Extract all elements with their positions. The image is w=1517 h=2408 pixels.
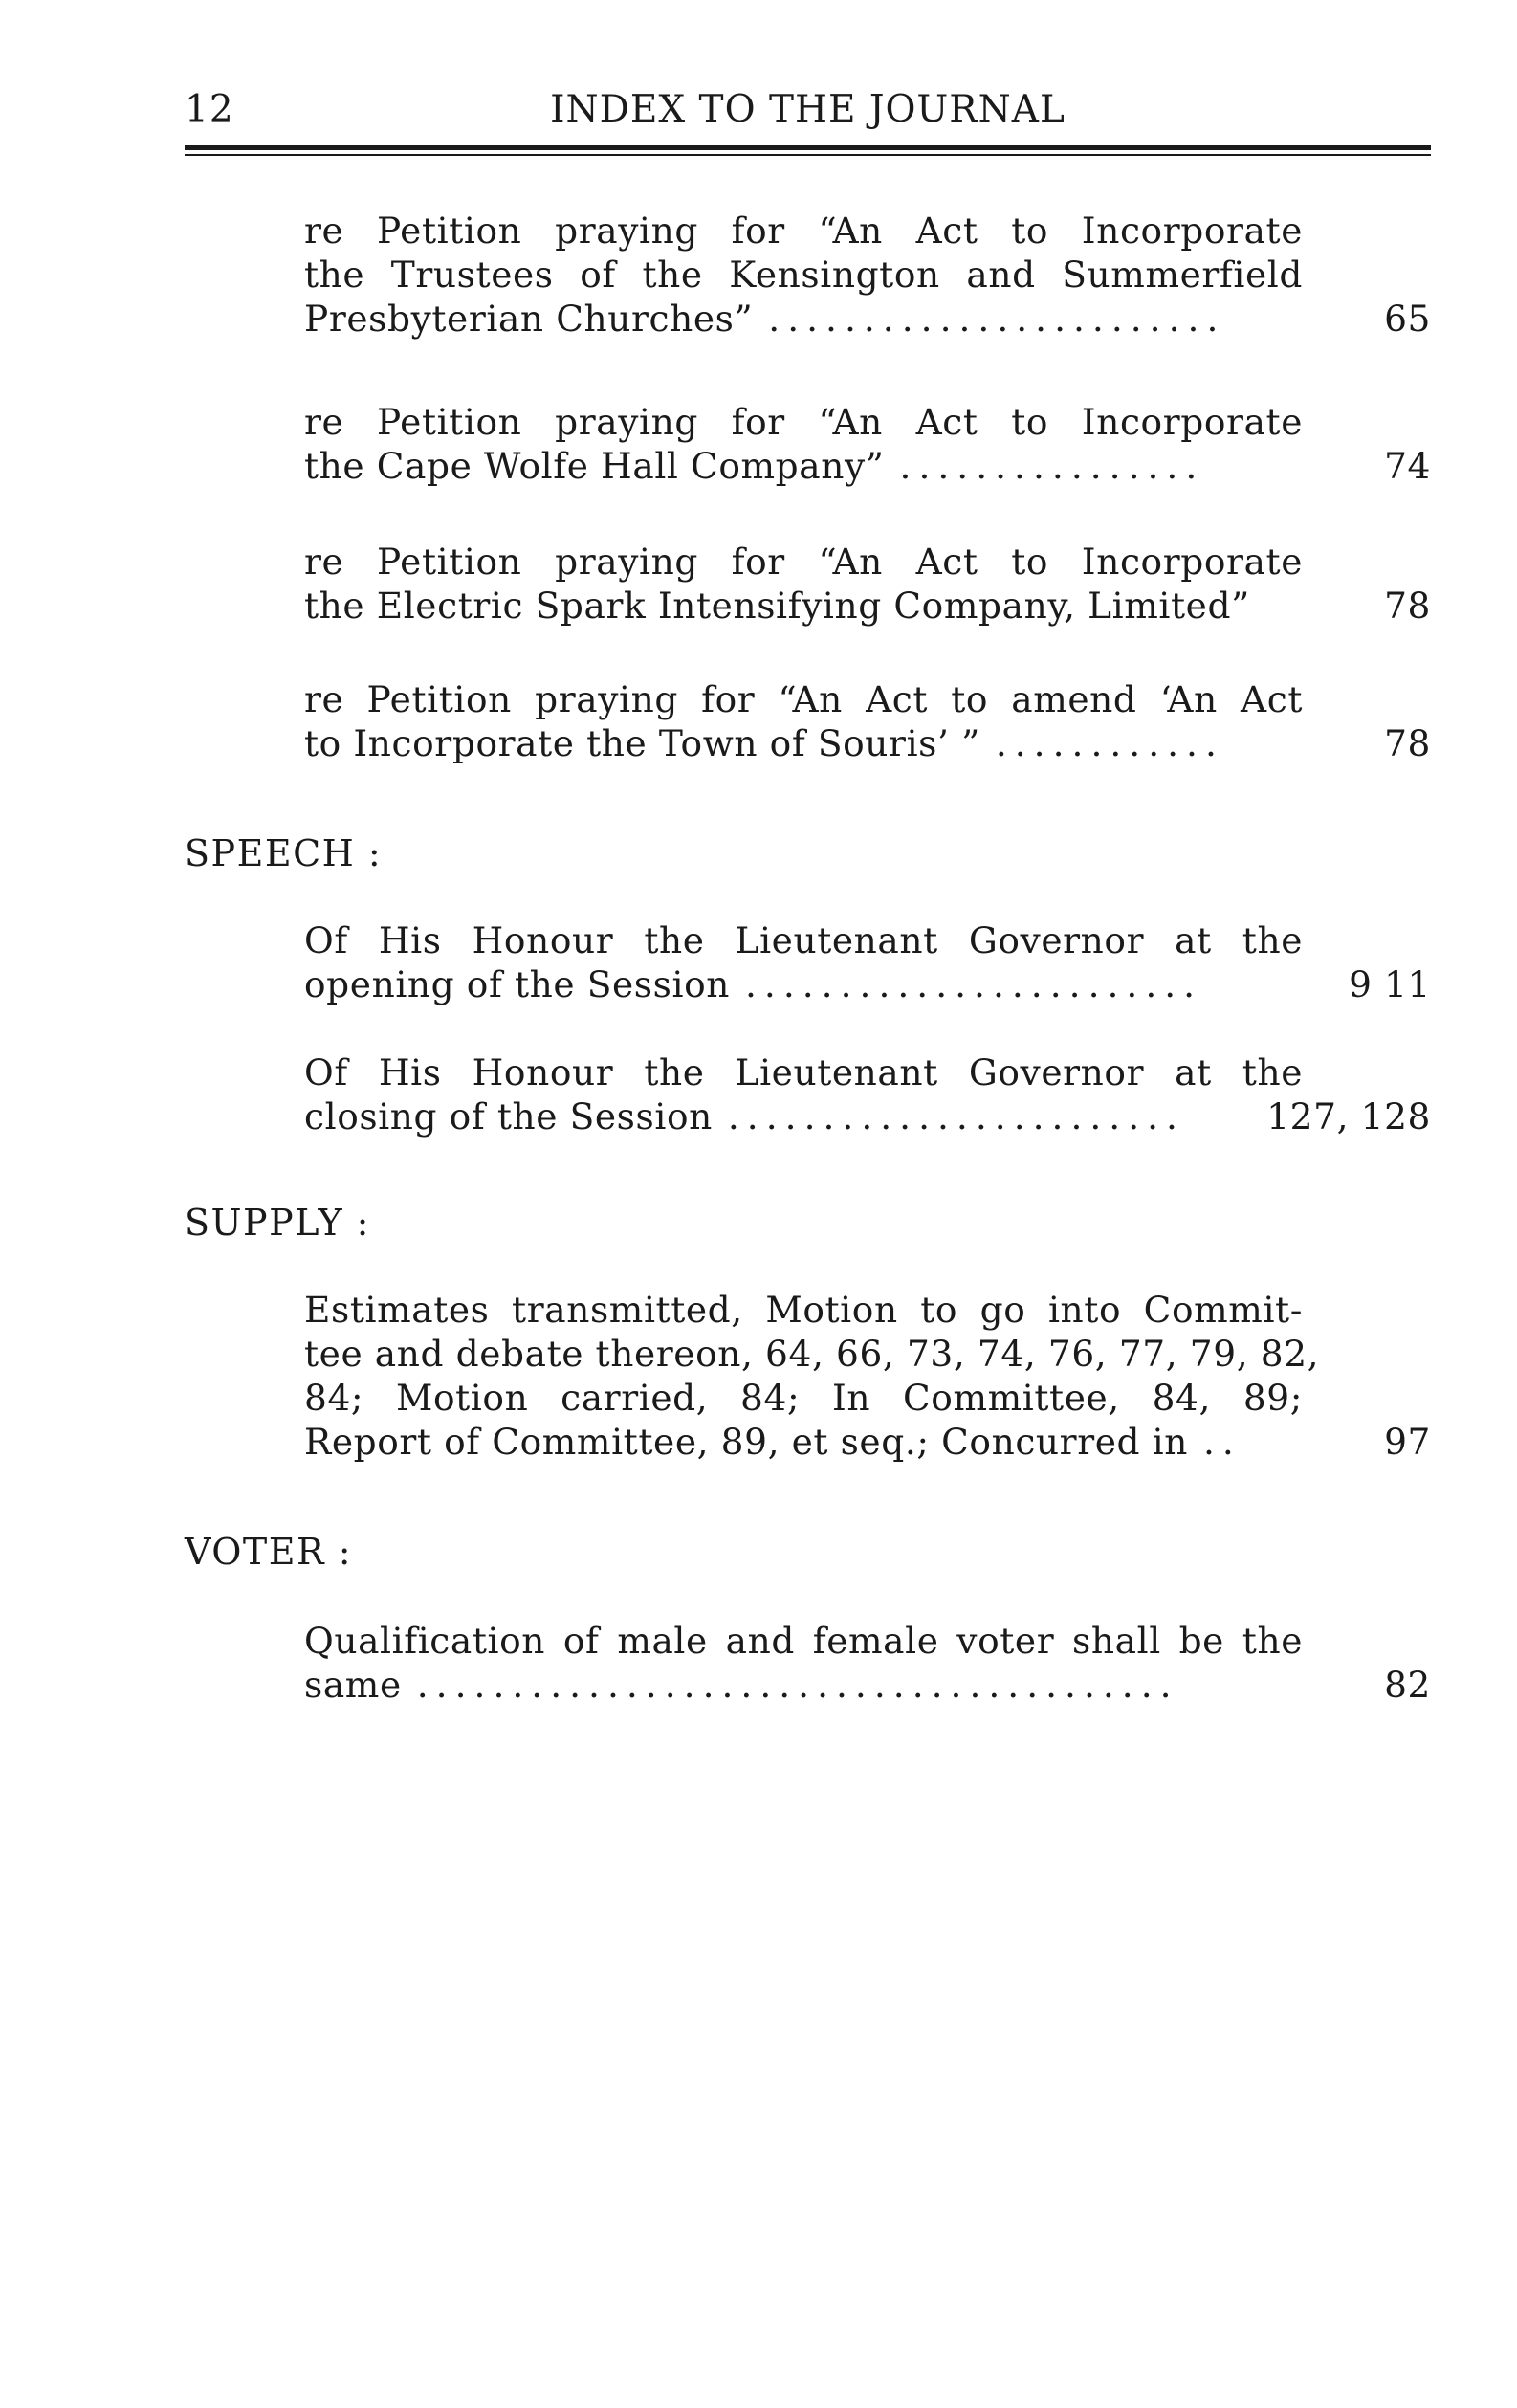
entry-line: 84; Motion carried, 84; In Committee, 84, 89; — [304, 1377, 1303, 1419]
section-heading-voter: VOTER : — [185, 1531, 353, 1573]
entry-line: Of His Honour the Lieutenant Governor at the — [304, 1051, 1303, 1094]
running-title: INDEX TO THE JOURNAL — [550, 88, 1066, 131]
index-entry — [304, 209, 1431, 341]
dot-leader: ........................ — [768, 298, 1226, 340]
index-entry — [304, 677, 1431, 765]
entry-line: Qualification of male and female voter shall be the — [304, 1620, 1303, 1662]
page-reference: 9 11 — [1349, 963, 1431, 1005]
page-reference: 78 — [1384, 585, 1431, 627]
dot-leader: ........................ — [745, 963, 1203, 1005]
entry-line: re Petition praying for “An Act to Incorporate — [304, 401, 1303, 443]
dot-leader: ................ — [899, 445, 1205, 487]
entry-last-line: to Incorporate the Town of Souris’ ” — [304, 722, 980, 764]
section-heading-supply: SUPPLY : — [185, 1202, 370, 1244]
index-entry — [304, 1288, 1431, 1464]
entry-last-line: opening of the Session — [304, 963, 730, 1005]
dot-leader: .. — [1203, 1421, 1242, 1463]
entry-last-line: same — [304, 1664, 402, 1706]
page-reference: 127, 128 — [1266, 1095, 1431, 1138]
entry-line: re Petition praying for “An Act to Incorporate — [304, 210, 1303, 252]
index-entry — [304, 1619, 1431, 1707]
header-rule-thick — [185, 145, 1431, 150]
page-reference: 97 — [1384, 1421, 1431, 1463]
running-header — [185, 88, 1431, 136]
entry-line: re Petition praying for “An Act to Incorporate — [304, 541, 1303, 583]
page-reference: 82 — [1384, 1664, 1431, 1706]
entry-line: tee and debate thereon, 64, 66, 73, 74, 76, 77, 79, 82, — [304, 1333, 1320, 1375]
entry-last-line: the Electric Spark Intensifying Company, Limited” — [304, 585, 1250, 627]
dot-leader: ............ — [995, 722, 1224, 764]
entry-last-line: the Cape Wolfe Hall Company” — [304, 445, 885, 487]
page-number: 12 — [185, 88, 234, 131]
entry-last-line: Presbyterian Churches” — [304, 298, 754, 340]
entry-line: re Petition praying for “An Act to amend ‘An Act — [304, 678, 1303, 720]
index-entry — [304, 400, 1431, 488]
entry-line: the Trustees of the Kensington and Summerfield — [304, 254, 1303, 296]
index-entry — [304, 918, 1431, 1006]
page-reference: 74 — [1384, 445, 1431, 487]
dot-leader: ........................ — [727, 1095, 1185, 1138]
header-rule-thin — [185, 154, 1431, 156]
entry-last-line: closing of the Session — [304, 1095, 713, 1138]
dot-leader: ........................................ — [416, 1664, 1179, 1706]
entry-last-line: Report of Committee, 89, et seq.; Concurred in — [304, 1421, 1188, 1463]
page-reference: 65 — [1384, 298, 1431, 340]
page-reference: 78 — [1384, 722, 1431, 764]
index-entry — [304, 540, 1431, 628]
entry-line: Of His Honour the Lieutenant Governor at the — [304, 919, 1303, 961]
section-heading-speech: SPEECH : — [185, 832, 383, 874]
index-entry — [304, 1050, 1431, 1138]
entry-line: Estimates transmitted, Motion to go into Commit- — [304, 1289, 1303, 1331]
